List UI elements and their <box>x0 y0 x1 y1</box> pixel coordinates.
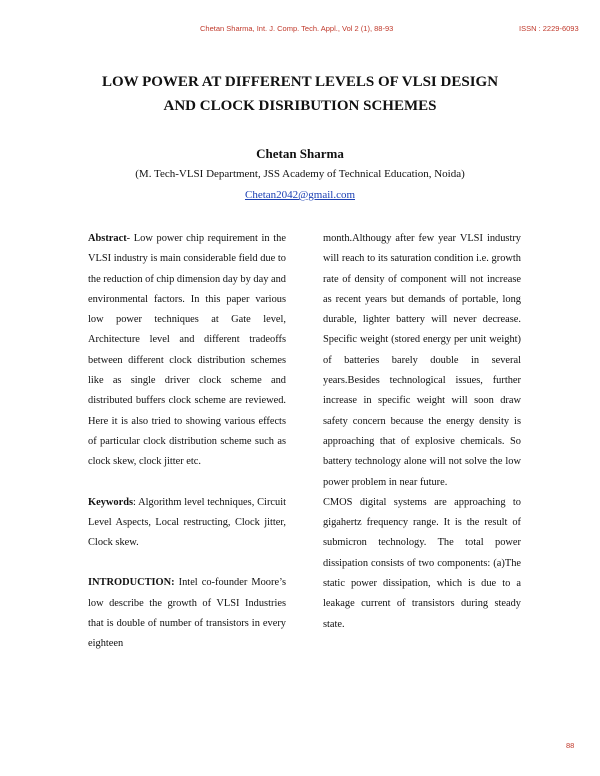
abstract-text: - Low power chip requirement in the VLSI industry is main considerable field due to the reduction of chip dimension day by day and environmental factors. In this paper various low power techniques at Gate level, Architecture level and different tradeoffs between different clock distribution schemes like as single driver clock scheme and distributed buffers clock scheme are reviewed. Here it is also tried to showing various effects of particular clock distribution scheme such as clock skew, clock jitter etc. <box>88 233 286 468</box>
abstract-label: Abstract <box>88 233 127 244</box>
left-column <box>88 229 286 655</box>
paper-title-line-2: AND CLOCK DISRIBUTION SCHEMES <box>163 98 437 114</box>
keywords-label: Keywords <box>88 496 134 508</box>
paper-title-line-1: LOW POWER AT DIFFERENT LEVELS OF VLSI DESIGN <box>101 74 499 90</box>
page-number: 88 <box>566 741 575 750</box>
introduction-paragraph <box>88 573 286 654</box>
running-header-issn: ISSN : 2229-6093 <box>519 24 579 33</box>
author-affiliation: (M. Tech-VLSI Department, JSS Academy of Technical Education, Noida) <box>135 168 465 180</box>
author-name: Chetan Sharma <box>256 146 344 161</box>
introduction-text: Intel co-founder Moore’s low describe the growth of VLSI Industries that is double of number of transistors in every eighteen <box>88 577 286 650</box>
author-email-link[interactable]: Chetan2042@gmail.com <box>244 189 356 201</box>
running-header-citation: Chetan Sharma, Int. J. Comp. Tech. Appl., Vol 2 (1), 88-93 <box>200 24 394 33</box>
paper-title <box>40 70 560 118</box>
keywords-text: : Algorithm level techniques, Circuit Level Aspects, Local restructing, Clock jitter, Clock skew. <box>88 496 286 549</box>
body-paragraph-2: CMOS digital systems are approaching to gigahertz frequency range. It is the result of submicron technology. The total power dissipation consists of two components: (a)The static power dissipation, which is due to a leakage current of transistors during steady state. <box>323 496 521 630</box>
keywords-paragraph <box>88 493 286 554</box>
body-paragraph-1: month.Althougy after few year VLSI industry will reach to its saturation condition i.e. growth rate of density of component will not increase as recent years but demands of portable, long durable, lighter battery will never decrease. Specific weight (stored energy per unit weight) of batteries barely double in several years.Besides technological issues, further increase in specific weight will soon draw safety concern because the energy density is approaching that of explosive chemicals. So battery technology alone will not solve the low power problem in near future. <box>323 233 521 488</box>
author-email <box>0 189 600 201</box>
introduction-heading: INTRODUCTION: <box>88 577 175 589</box>
abstract-paragraph <box>88 229 286 473</box>
right-column <box>323 229 521 635</box>
